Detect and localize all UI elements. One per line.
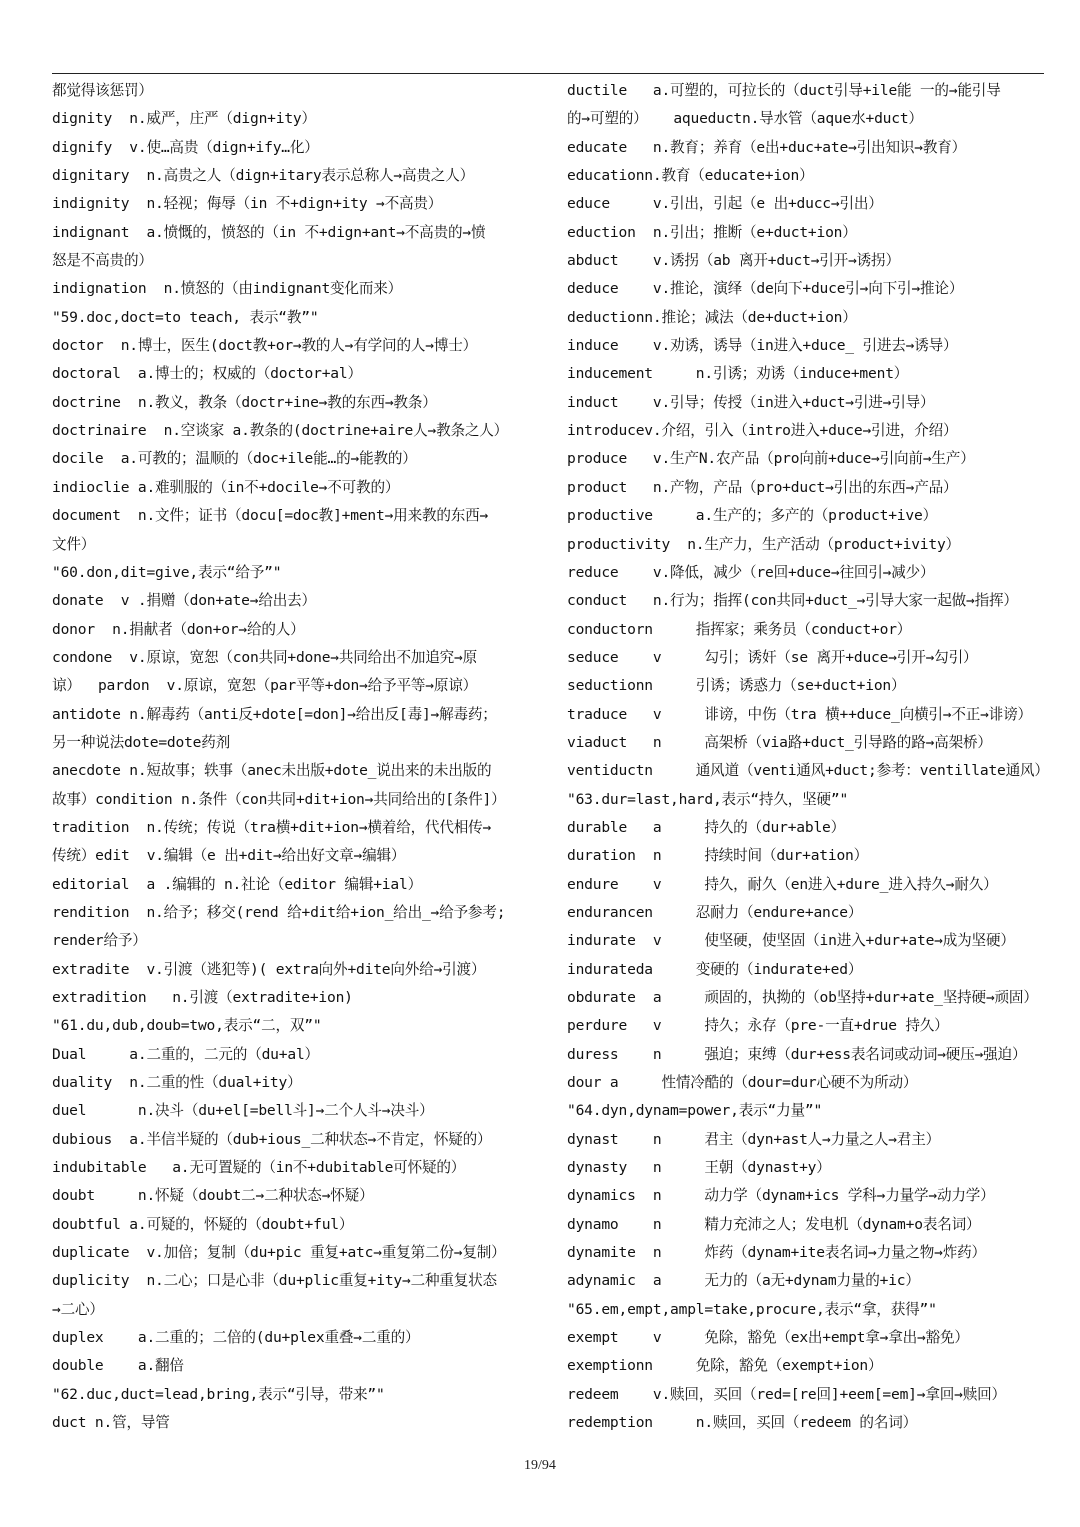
text-line: anecdote n.短故事；轶事（anec未出版+dote_说出来的未出版的	[52, 762, 492, 780]
text-line: indignity n.轻视；侮辱（in 不+dign+ity →不高贵）	[52, 195, 443, 213]
text-line: →二心）	[52, 1300, 104, 1318]
text-line: indurate v 使坚硬，使坚固（in进入+dur+ate→成为坚硬）	[567, 932, 1015, 950]
text-line: deduce v.推论，演绎（de向下+duce引→向下引→推论）	[567, 280, 964, 298]
text-line: dynamics n 动力学（dynam+ics 学科→力量学→动力学）	[567, 1187, 995, 1205]
text-line: "62.duc,duct=lead,bring,表示“引导，带来”"	[52, 1385, 385, 1403]
text-line: "59.doc,doct=to teach, 表示“教”"	[52, 308, 319, 326]
text-line: durable a 持久的（dur+able）	[567, 818, 846, 836]
text-line: obdurate a 顽固的，执拗的（ob坚持+dur+ate_坚持硬→顽固）	[567, 989, 1038, 1006]
text-line: dignitary n.高贵之人（dign+itary表示总称人→高贵之人）	[52, 167, 474, 185]
text-line: indioclie a.难驯服的（in不+docile→不可教的）	[52, 478, 400, 496]
text-line: induce v.劝诱，诱导（in进入+duce_ 引进去→诱导）	[567, 337, 958, 355]
text-line: double a.翻倍	[52, 1357, 184, 1375]
text-line: dignity n.威严，庄严（dign+ity）	[52, 110, 316, 128]
left-column	[52, 77, 547, 1438]
text-line: extradition n.引渡（extradite+ion)	[52, 989, 353, 1006]
text-line: introducev.介绍，引入（intro进入+duce→引进，介绍）	[567, 422, 958, 440]
text-line: productivity n.生产力，生产活动（product+ivity）	[567, 535, 960, 553]
text-line: rendition n.给予；移交(rend 给+dit给+ion_给出_→给予参考;	[52, 903, 506, 921]
text-line: product n.产物，产品（pro+duct→引出的东西→产品）	[567, 478, 958, 496]
text-line: dignify v.使…高贵（dign+ify…化）	[52, 138, 319, 156]
text-line: 故事）condition n.条件（con共同+dit+ion→共同给出的[条件]）	[52, 790, 506, 808]
text-line: educationn.教育（educate+ion）	[567, 167, 814, 185]
text-line: productive a.生产的；多产的（product+ive）	[567, 507, 937, 525]
text-line: exemptionn 免除，豁免（exempt+ion）	[567, 1357, 883, 1375]
text-line: dynast n 君主（dyn+ast人→力量之人→君主）	[567, 1130, 940, 1148]
text-line: seductionn 引诱；诱惑力（se+duct+ion）	[567, 677, 906, 695]
text-line: reduce v.降低，减少（re回+duce→往回引→减少）	[567, 563, 935, 581]
text-line: ductile a.可塑的，可拉长的（duct引导+ile能 一的→能引导	[567, 82, 1001, 99]
text-line: editorial a .编辑的 n.社论（editor 编辑+ial）	[52, 875, 422, 893]
text-line: indurateda 变硬的（indurate+ed）	[567, 960, 863, 978]
text-line: 文件）	[52, 535, 96, 553]
text-line: tradition n.传统；传说（tra横+dit+ion→横着给，代代相传→	[52, 818, 492, 836]
text-line: redemption n.赎回，买回（redeem 的名词）	[567, 1414, 918, 1432]
text-line: dour a 性情冷酷的（dour=dur心硬不为所动）	[567, 1074, 918, 1092]
text-line: doubtful a.可疑的，怀疑的（doubt+ful）	[52, 1215, 354, 1233]
text-line: donor n.捐献者（don+or→给的人）	[52, 620, 305, 638]
text-line: exempt v 免除，豁免（ex出+empt拿→拿出→豁免）	[567, 1329, 969, 1347]
text-line: doctor n.博士，医生(doct教+or→教的人→有学问的人→博士）	[52, 337, 478, 355]
text-line: produce v.生产N.农产品（pro向前+duce→引向前→生产）	[567, 450, 975, 468]
text-line: render给予）	[52, 932, 147, 950]
text-line: document n.文件；证书（docu[=doc教]+ment→用来教的东西→	[52, 507, 489, 525]
text-line: dynasty n 王朝（dynast+y）	[567, 1159, 831, 1177]
text-line: dynamite n 炸药（dynam+ite表名词→力量之物→炸药）	[567, 1244, 986, 1262]
text-line: educe v.引出，引起（e 出+ducc→引出）	[567, 195, 883, 213]
text-line: duress n 强迫；束缚（dur+ess表名词或动词→硬压→强迫）	[567, 1045, 1027, 1063]
text-line: 怒是不高贵的）	[52, 252, 153, 270]
text-line: 的→可塑的） aqueductn.导水管（aque水+duct）	[567, 110, 923, 128]
text-line: 传统）edit v.编辑（e 出+dit→给出好文章→编辑）	[52, 847, 406, 865]
text-line: duality n.二重的性（dual+ity）	[52, 1074, 302, 1092]
text-line: conduct n.行为；指挥(con共同+duct_→引导大家一起做→指挥）	[567, 592, 1018, 610]
text-line: condone v.原谅，宽恕（con共同+done→共同给出不加追究→原	[52, 648, 478, 666]
text-line: duplex a.二重的；二倍的(du+plex重叠→二重的）	[52, 1329, 420, 1347]
text-line: "63.dur=last,hard,表示“持久，坚硬”"	[567, 790, 849, 808]
text-line: extradite v.引渡（逃犯等)( extra向外+dite向外给→引渡）	[52, 960, 486, 978]
text-line: conductorn 指挥家；乘务员（conduct+or）	[567, 620, 912, 638]
text-line: educate n.教育；养育（e出+duc+ate→引出知识→教育）	[567, 138, 966, 156]
text-line: traduce v 诽谤，中伤（tra 横++duce_向横引→不正→诽谤）	[567, 705, 1032, 723]
text-line: ventiductn 通风道（venti通风+duct;参考：ventillate通风）	[567, 762, 1049, 780]
text-line: seduce v 勾引；诱奸（se 离开+duce→引开→勾引）	[567, 648, 978, 666]
text-line: doctoral a.博士的；权威的（doctor+al）	[52, 365, 362, 383]
text-line: eduction n.引出；推断（e+duct+ion）	[567, 223, 857, 241]
text-line: 另一种说法dote=dote药剂	[52, 733, 231, 751]
text-line: "64.dyn,dynam=power,表示“力量”"	[567, 1102, 823, 1120]
text-line: antidote n.解毒药（anti反+dote[=don]→给出反[毒]→解毒药；	[52, 705, 497, 723]
text-line: "61.du,dub,doub=two,表示“二，双”"	[52, 1017, 322, 1035]
text-line: dubious a.半信半疑的（dub+ious_二种状态→不肯定，怀疑的）	[52, 1130, 492, 1148]
text-line: perdure v 持久；永存（pre-一直+drue 持久）	[567, 1017, 949, 1035]
text-line: adynamic a 无力的（a无+dynam力量的+ic）	[567, 1272, 920, 1290]
text-line: indignant a.愤慨的，愤怒的（in 不+dign+ant→不高贵的→愤	[52, 223, 486, 241]
text-line: duel n.决斗（du+el[=bell斗]→二个人斗→决斗）	[52, 1102, 434, 1120]
text-line: duplicate v.加倍；复制（du+pic 重复+atc→重复第二份→复制）	[52, 1244, 506, 1262]
text-line: endure v 持久，耐久（en进入+dure_进入持久→耐久）	[567, 875, 998, 893]
right-column	[567, 77, 1062, 1438]
text-line: doctrine n.教义，教条（doctr+ine→教的东西→教条）	[52, 393, 437, 411]
text-line: doctrinaire n.空谈家 a.教条的(doctrine+aire人→教条之人）	[52, 422, 509, 440]
text-line: indignation n.愤怒的（由indignant变化而来）	[52, 280, 403, 298]
text-line: deductionn.推论；减法（de+duct+ion）	[567, 308, 857, 326]
text-line: abduct v.诱拐（ab 离开+duct→引开→诱拐）	[567, 252, 900, 270]
text-line: induct v.引导；传授（in进入+duct→引进→引导）	[567, 393, 935, 411]
text-line: endurancen 忍耐力（endure+ance）	[567, 903, 863, 921]
text-line: Dual a.二重的，二元的（du+al）	[52, 1045, 319, 1063]
text-line: 都觉得该惩罚）	[52, 82, 153, 99]
text-line: donate v .捐赠（don+ate→给出去）	[52, 592, 316, 610]
text-line: duration n 持续时间（dur+ation）	[567, 847, 869, 865]
text-line: doubt n.怀疑（doubt二→二种状态→怀疑）	[52, 1187, 374, 1205]
text-line: redeem v.赎回，买回（red=[re回]+eem[=em]→拿回→赎回）	[567, 1385, 1006, 1403]
text-line: "60.don,dit=give,表示“给予”"	[52, 563, 282, 581]
text-line: docile a.可教的；温顺的（doc+ile能…的→能教的）	[52, 450, 417, 468]
header-rule	[52, 73, 1044, 74]
text-line: indubitable a.无可置疑的（in不+dubitable可怀疑的）	[52, 1159, 466, 1177]
text-line: duplicity n.二心；口是心非（du+plic重复+ity→二种重复状态	[52, 1272, 497, 1290]
text-line: dynamo n 精力充沛之人；发电机（dynam+o表名词）	[567, 1215, 981, 1233]
page-number: 19/94	[524, 1458, 556, 1473]
text-line: duct n.管，导管	[52, 1414, 170, 1432]
text-line: "65.em,empt,ampl=take,procure,表示“拿，获得”"	[567, 1300, 937, 1318]
text-line: 谅） pardon v.原谅，宽恕（par平等+don→给予平等→原谅）	[52, 677, 478, 695]
text-line: inducement n.引诱；劝诱（induce+ment）	[567, 365, 909, 383]
text-line: viaduct n 高架桥（via路+duct_引导路的路→高架桥）	[567, 733, 992, 751]
